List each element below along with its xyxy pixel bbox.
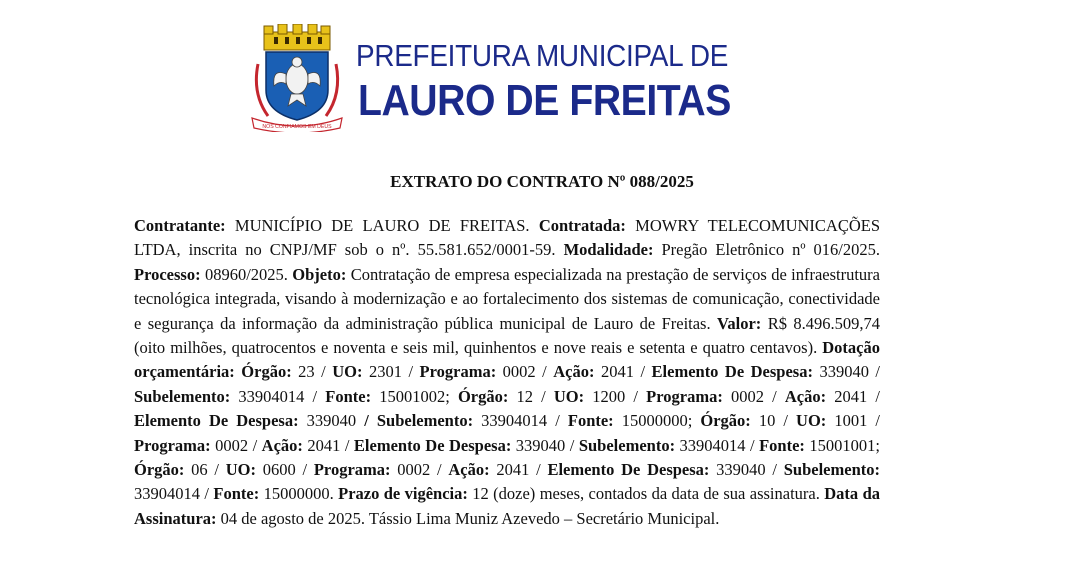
body-field-label: Ação:	[261, 435, 303, 455]
body-field-label: UO:	[225, 460, 256, 480]
body-field-label: Valor:	[717, 313, 762, 333]
document-title: EXTRATO DO CONTRATO Nº 088/2025	[390, 172, 694, 191]
body-text-run: 0600 /	[256, 460, 314, 480]
body-field-label: / Subelemento:	[364, 411, 474, 431]
body-field-label: Ação:	[553, 362, 595, 382]
letterhead-line-2: LAURO DE FREITAS	[358, 76, 731, 125]
body-field-label: Fonte:	[567, 411, 614, 431]
body-field-label: UO:	[553, 386, 585, 406]
body-text-run: MOWRY TELECOMUNICAÇÕES LTDA, inscrita no CNPJ/MF sob o nº. 55.581.652/0001-59.	[134, 216, 881, 260]
body-text-run: 33904014 /	[230, 386, 326, 406]
body-field-label: Fonte:	[213, 484, 260, 504]
body-field-label: Subelemento:	[783, 460, 880, 480]
body-field-label: Contratada:	[538, 216, 626, 235]
contract-extract-body	[134, 214, 880, 531]
body-text-run: 2041 /	[826, 386, 880, 406]
body-text-run: 12 /	[508, 386, 554, 406]
body-text-run: MUNICÍPIO DE LAURO DE FREITAS.	[225, 216, 539, 235]
body-text-run: 2041 /	[302, 435, 354, 455]
body-field-label: Programa:	[646, 386, 723, 406]
body-field-label: Ação:	[784, 386, 827, 406]
body-field-label: Subelemento:	[578, 435, 676, 455]
letterhead	[248, 24, 748, 132]
body-text-run: 15000000.	[259, 484, 339, 504]
mural-crown	[264, 24, 330, 50]
motto-text: NOS CONFIAMOS EM DEUS	[262, 124, 332, 130]
body-text-run: Contratação de empresa especializada na prestação de serviços de infraestrutura tecnológica integrada, visando à modernização e ao fortalecimento dos sistemas de comunicação, conectividade e segurança da informação da administração pública municipal de Lauro de Freitas.	[134, 264, 880, 333]
body-text-run: 2301 /	[362, 362, 420, 382]
body-text-run: 04 de agosto de 2025. Tássio Lima Muniz Azevedo – Secretário Municipal.	[216, 508, 720, 528]
body-field-label: Prazo de vigência:	[338, 484, 468, 504]
body-text-run: 15001002;	[371, 386, 458, 406]
body-text-run: 08960/2025.	[200, 264, 293, 284]
body-field-label: Programa:	[313, 460, 391, 480]
body-text-run: 12 (doze) meses, contados da data de sua assinatura.	[467, 484, 825, 504]
body-text-run: 33904014 /	[473, 411, 568, 431]
body-field-label: Modalidade:	[563, 240, 654, 260]
body-field-label: Ação:	[448, 460, 490, 480]
body-text-run: R$ 8.496.509,74 (oito milhões, quatrocentos e noventa e seis mil, quinhentos e nove reais e setenta e quatro centavos).	[134, 313, 880, 358]
body-field-label: Contratante:	[134, 216, 226, 235]
body-field-label: Elemento De Despesa:	[353, 435, 512, 455]
body-text-run: 10 /	[750, 411, 797, 431]
body-field-label: UO:	[332, 362, 363, 382]
body-text-run: 2041 /	[489, 460, 548, 480]
body-field-label: Data da Assinatura:	[134, 484, 880, 528]
body-field-label: Programa:	[134, 435, 211, 455]
body-field-label: Processo:	[134, 264, 201, 284]
body-text-run: 1200 /	[584, 386, 647, 406]
body-text-run: 339040 /	[812, 362, 881, 382]
body-field-label: Elemento De Despesa:	[134, 411, 299, 431]
body-text-run: Pregão Eletrônico nº 016/2025.	[653, 240, 881, 260]
body-text-run: 0002 /	[390, 460, 449, 480]
body-text-run: 15000000;	[613, 411, 701, 431]
body-field-label: Objeto:	[292, 264, 347, 284]
body-field-label: Subelemento:	[134, 386, 231, 406]
body-text-run: 23 /	[291, 362, 333, 382]
body-text-run: 339040 /	[511, 435, 579, 455]
body-text-run: 339040 /	[709, 460, 784, 480]
body-text-run: 0002 /	[496, 362, 554, 382]
body-text-run: 33904014 /	[134, 484, 214, 504]
body-text-run: 2041 /	[594, 362, 652, 382]
body-field-label: Fonte:	[759, 435, 805, 455]
body-text-run: 06 /	[184, 460, 226, 480]
body-text-run: 0002 /	[722, 386, 785, 406]
body-field-label: Órgão:	[457, 386, 509, 406]
body-field-label: Órgão:	[700, 411, 751, 431]
body-text-run: 1001 /	[826, 411, 880, 431]
body-field-label: Órgão:	[241, 362, 292, 382]
body-field-label: Fonte:	[325, 386, 372, 406]
body-text-run: 15001001;	[804, 435, 880, 455]
body-field-label: UO:	[796, 411, 827, 431]
body-field-label: Órgão:	[134, 460, 185, 480]
body-text-run: 33904014 /	[675, 435, 760, 455]
letterhead-line-1: PREFEITURA MUNICIPAL DE	[356, 38, 729, 73]
body-text-run: 339040	[298, 411, 365, 431]
body-field-label: Programa:	[419, 362, 497, 382]
body-field-label: Elemento De Despesa:	[547, 460, 710, 480]
body-field-label: Dotação orçamentária:	[134, 338, 880, 382]
body-field-label: Elemento De Despesa:	[651, 362, 813, 382]
municipal-coat-of-arms	[248, 24, 346, 132]
body-text-run: 0002 /	[210, 435, 262, 455]
